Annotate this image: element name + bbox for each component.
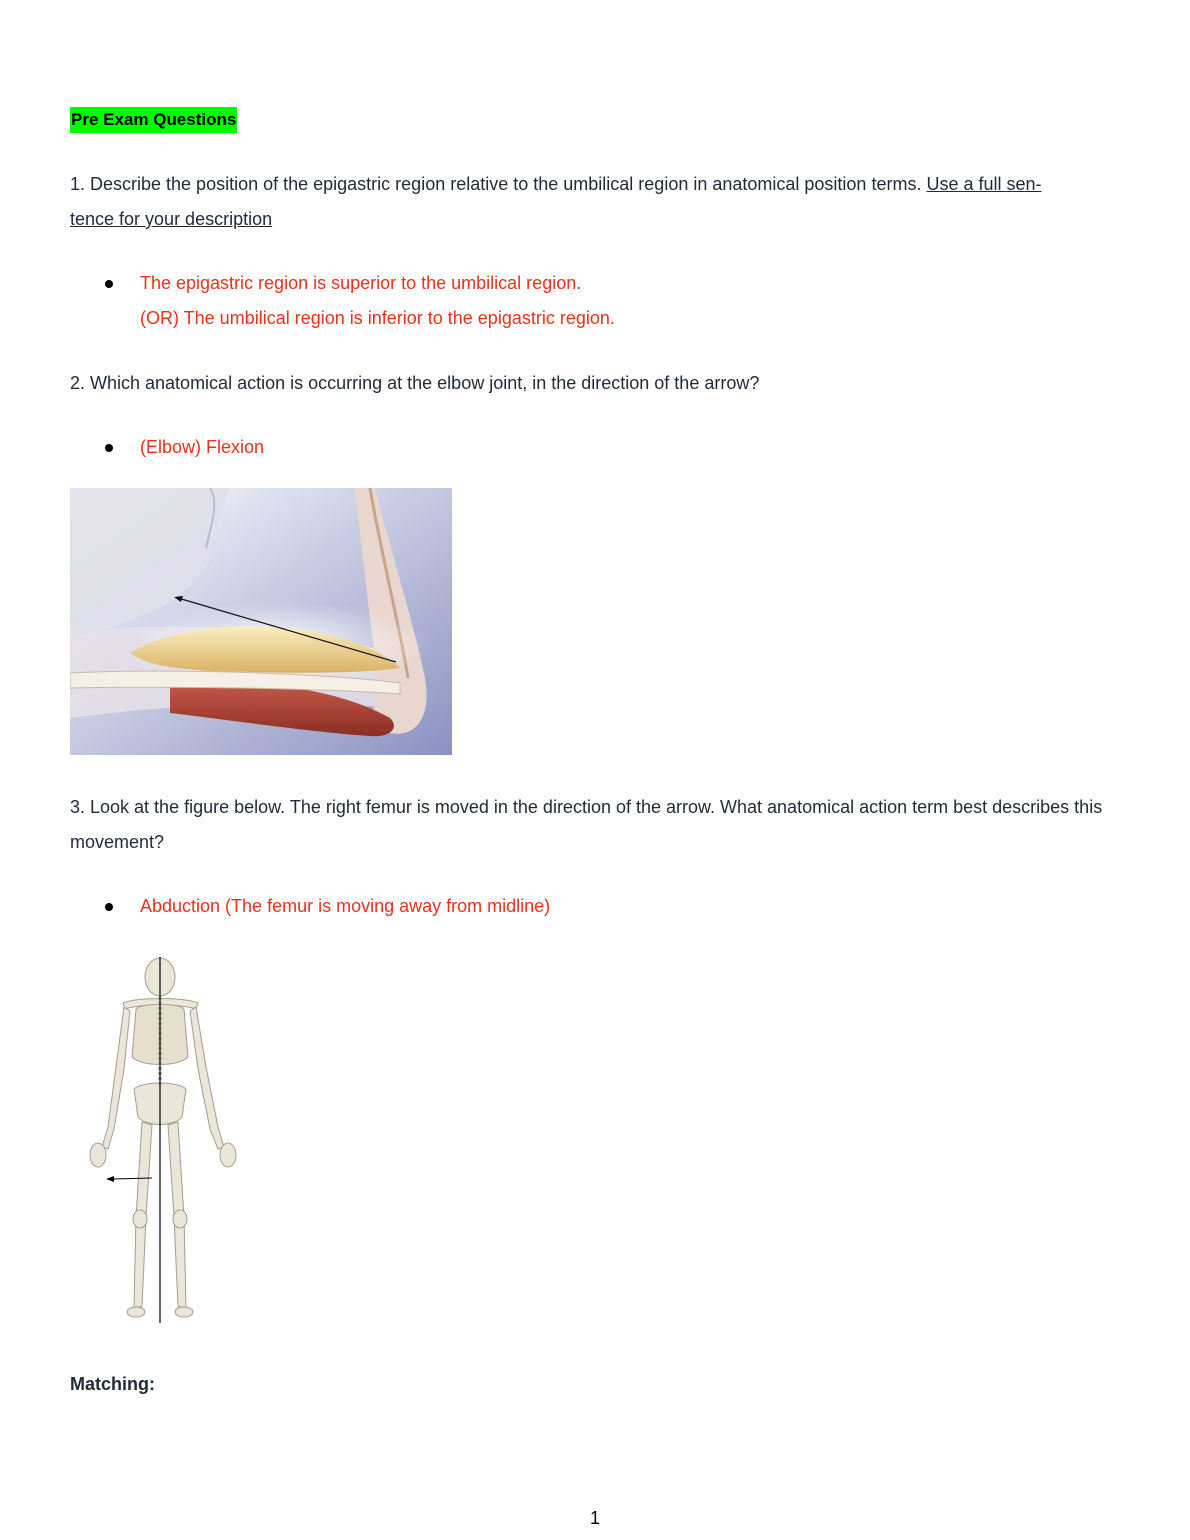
question-1-instruction-part1: Use a full sen- (926, 174, 1042, 194)
question-1-instruction-part2: tence for your description (70, 209, 273, 229)
bullet-icon (105, 280, 113, 288)
answer-1-line-2: (OR) The umbilical region is inferior to the epigastric region. (140, 308, 615, 328)
question-1 (70, 167, 1130, 237)
matching-heading: Matching: (70, 1374, 155, 1394)
page-number: 1 (589, 1508, 600, 1528)
bullet-icon (105, 903, 113, 911)
question-1-text: 1. Describe the position of the epigastric region relative to the umbilical region in anatomical position terms. (70, 174, 927, 194)
bullet-icon (105, 444, 113, 452)
question-3: 3. Look at the figure below. The right femur is moved in the direction of the arrow. What anatomical action term best describes this movement? (70, 797, 1103, 852)
question-2: 2. Which anatomical action is occurring at the elbow joint, in the direction of the arrow? (70, 373, 760, 393)
answer-3-text: Abduction (The femur is moving away from midline) (140, 896, 551, 916)
skeleton-abduction-figure (78, 957, 240, 1327)
elbow-flexion-figure (70, 488, 452, 755)
answer-1-line-1: The epigastric region is superior to the umbilical region. (140, 273, 582, 293)
answer-2-text: (Elbow) Flexion (140, 437, 265, 457)
page-title: Pre Exam Questions (70, 107, 237, 133)
